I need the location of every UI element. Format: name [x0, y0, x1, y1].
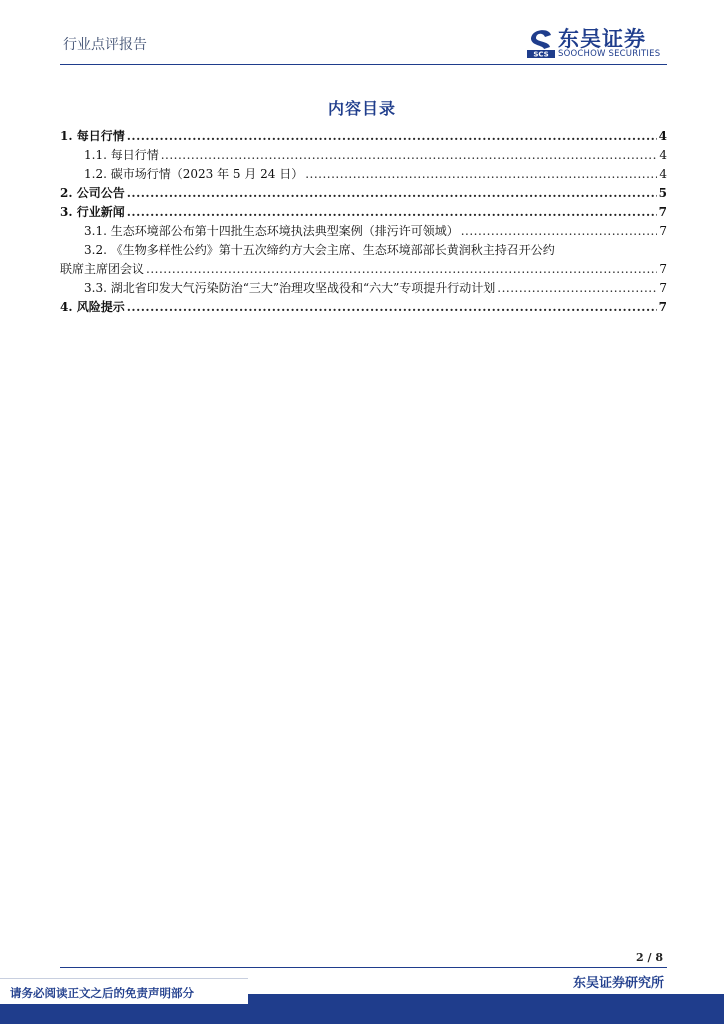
header-divider: [60, 64, 667, 65]
toc-entry-text: 3.2. 《生物多样性公约》第十五次缔约方大会主席、生态环境部部长黄润秋主持召开公约: [84, 243, 555, 257]
toc-leader-dots: [127, 184, 657, 203]
toc-entry-text: 2. 公司公告: [60, 186, 125, 200]
toc-entry-page: 7: [659, 262, 667, 276]
toc-entry[interactable]: [60, 241, 667, 260]
toc-entry-page: 4: [659, 148, 667, 162]
toc-entry[interactable]: [60, 222, 667, 241]
toc-leader-dots: [127, 127, 657, 146]
footer-org-name: 东吴证券研究所: [572, 976, 664, 991]
logo-mark-icon: [527, 25, 555, 59]
logo-mark-text: SCS: [533, 50, 549, 59]
toc-entry[interactable]: [60, 127, 667, 146]
toc-entry[interactable]: [60, 146, 667, 165]
toc-title: 内容目录: [327, 99, 396, 118]
toc-entry-text: 3.3. 湖北省印发大气污染防治“三大”治理攻坚战役和“六大”专项提升行动计划: [84, 281, 496, 295]
disclaimer-text: 请务必阅读正文之后的免责声明部分: [10, 986, 194, 1000]
logo-english-name: SOOCHOW SECURITIES: [558, 49, 661, 59]
toc-entry-page: 7: [659, 281, 667, 295]
toc-entry-text: 3. 行业新闻: [60, 205, 125, 219]
toc-leader-dots: [461, 222, 658, 241]
logo-name: 东吴证券: [558, 27, 646, 51]
toc-leader-dots: [497, 279, 657, 298]
toc-entry-text: 4. 风险提示: [60, 300, 125, 314]
toc-entry-page: 7: [659, 224, 667, 238]
toc-entry[interactable]: [60, 184, 667, 203]
toc-leader-dots: [146, 260, 657, 279]
toc-entry-text: 联席主席团会议: [60, 262, 145, 276]
toc-leader-dots: [305, 165, 657, 184]
report-type-label: 行业点评报告: [63, 37, 147, 53]
footer-band: [0, 1004, 724, 1024]
toc-entry-page: 5: [658, 186, 667, 200]
footer-band-upper: [248, 994, 724, 1004]
toc-leader-dots: [127, 298, 657, 317]
toc-entry-page: 7: [658, 205, 667, 219]
toc-entry-page: 7: [658, 300, 667, 314]
toc-entry[interactable]: [60, 165, 667, 184]
toc-leader-dots: [127, 203, 657, 222]
soochow-logo: [527, 25, 672, 61]
toc-leader-dots: [161, 146, 658, 165]
toc-entry-text: 1.1. 每日行情: [84, 148, 159, 162]
toc-entry-text: 1. 每日行情: [60, 129, 125, 143]
toc-entry-page: 4: [658, 129, 667, 143]
toc-entry-text: 1.2. 碳市场行情（2023 年 5 月 24 日）: [84, 167, 304, 181]
toc-entry[interactable]: [60, 279, 667, 298]
toc-entry-page: 4: [659, 167, 667, 181]
toc-entry[interactable]: [60, 203, 667, 222]
toc-entry-continuation[interactable]: [60, 260, 667, 279]
table-of-contents: [60, 127, 667, 317]
page-number: 2 / 8: [636, 951, 663, 964]
footer-divider: [60, 967, 667, 968]
toc-entry[interactable]: [60, 298, 667, 317]
toc-entry-text: 3.1. 生态环境部公布第十四批生态环境执法典型案例（排污许可领域）: [84, 224, 459, 238]
